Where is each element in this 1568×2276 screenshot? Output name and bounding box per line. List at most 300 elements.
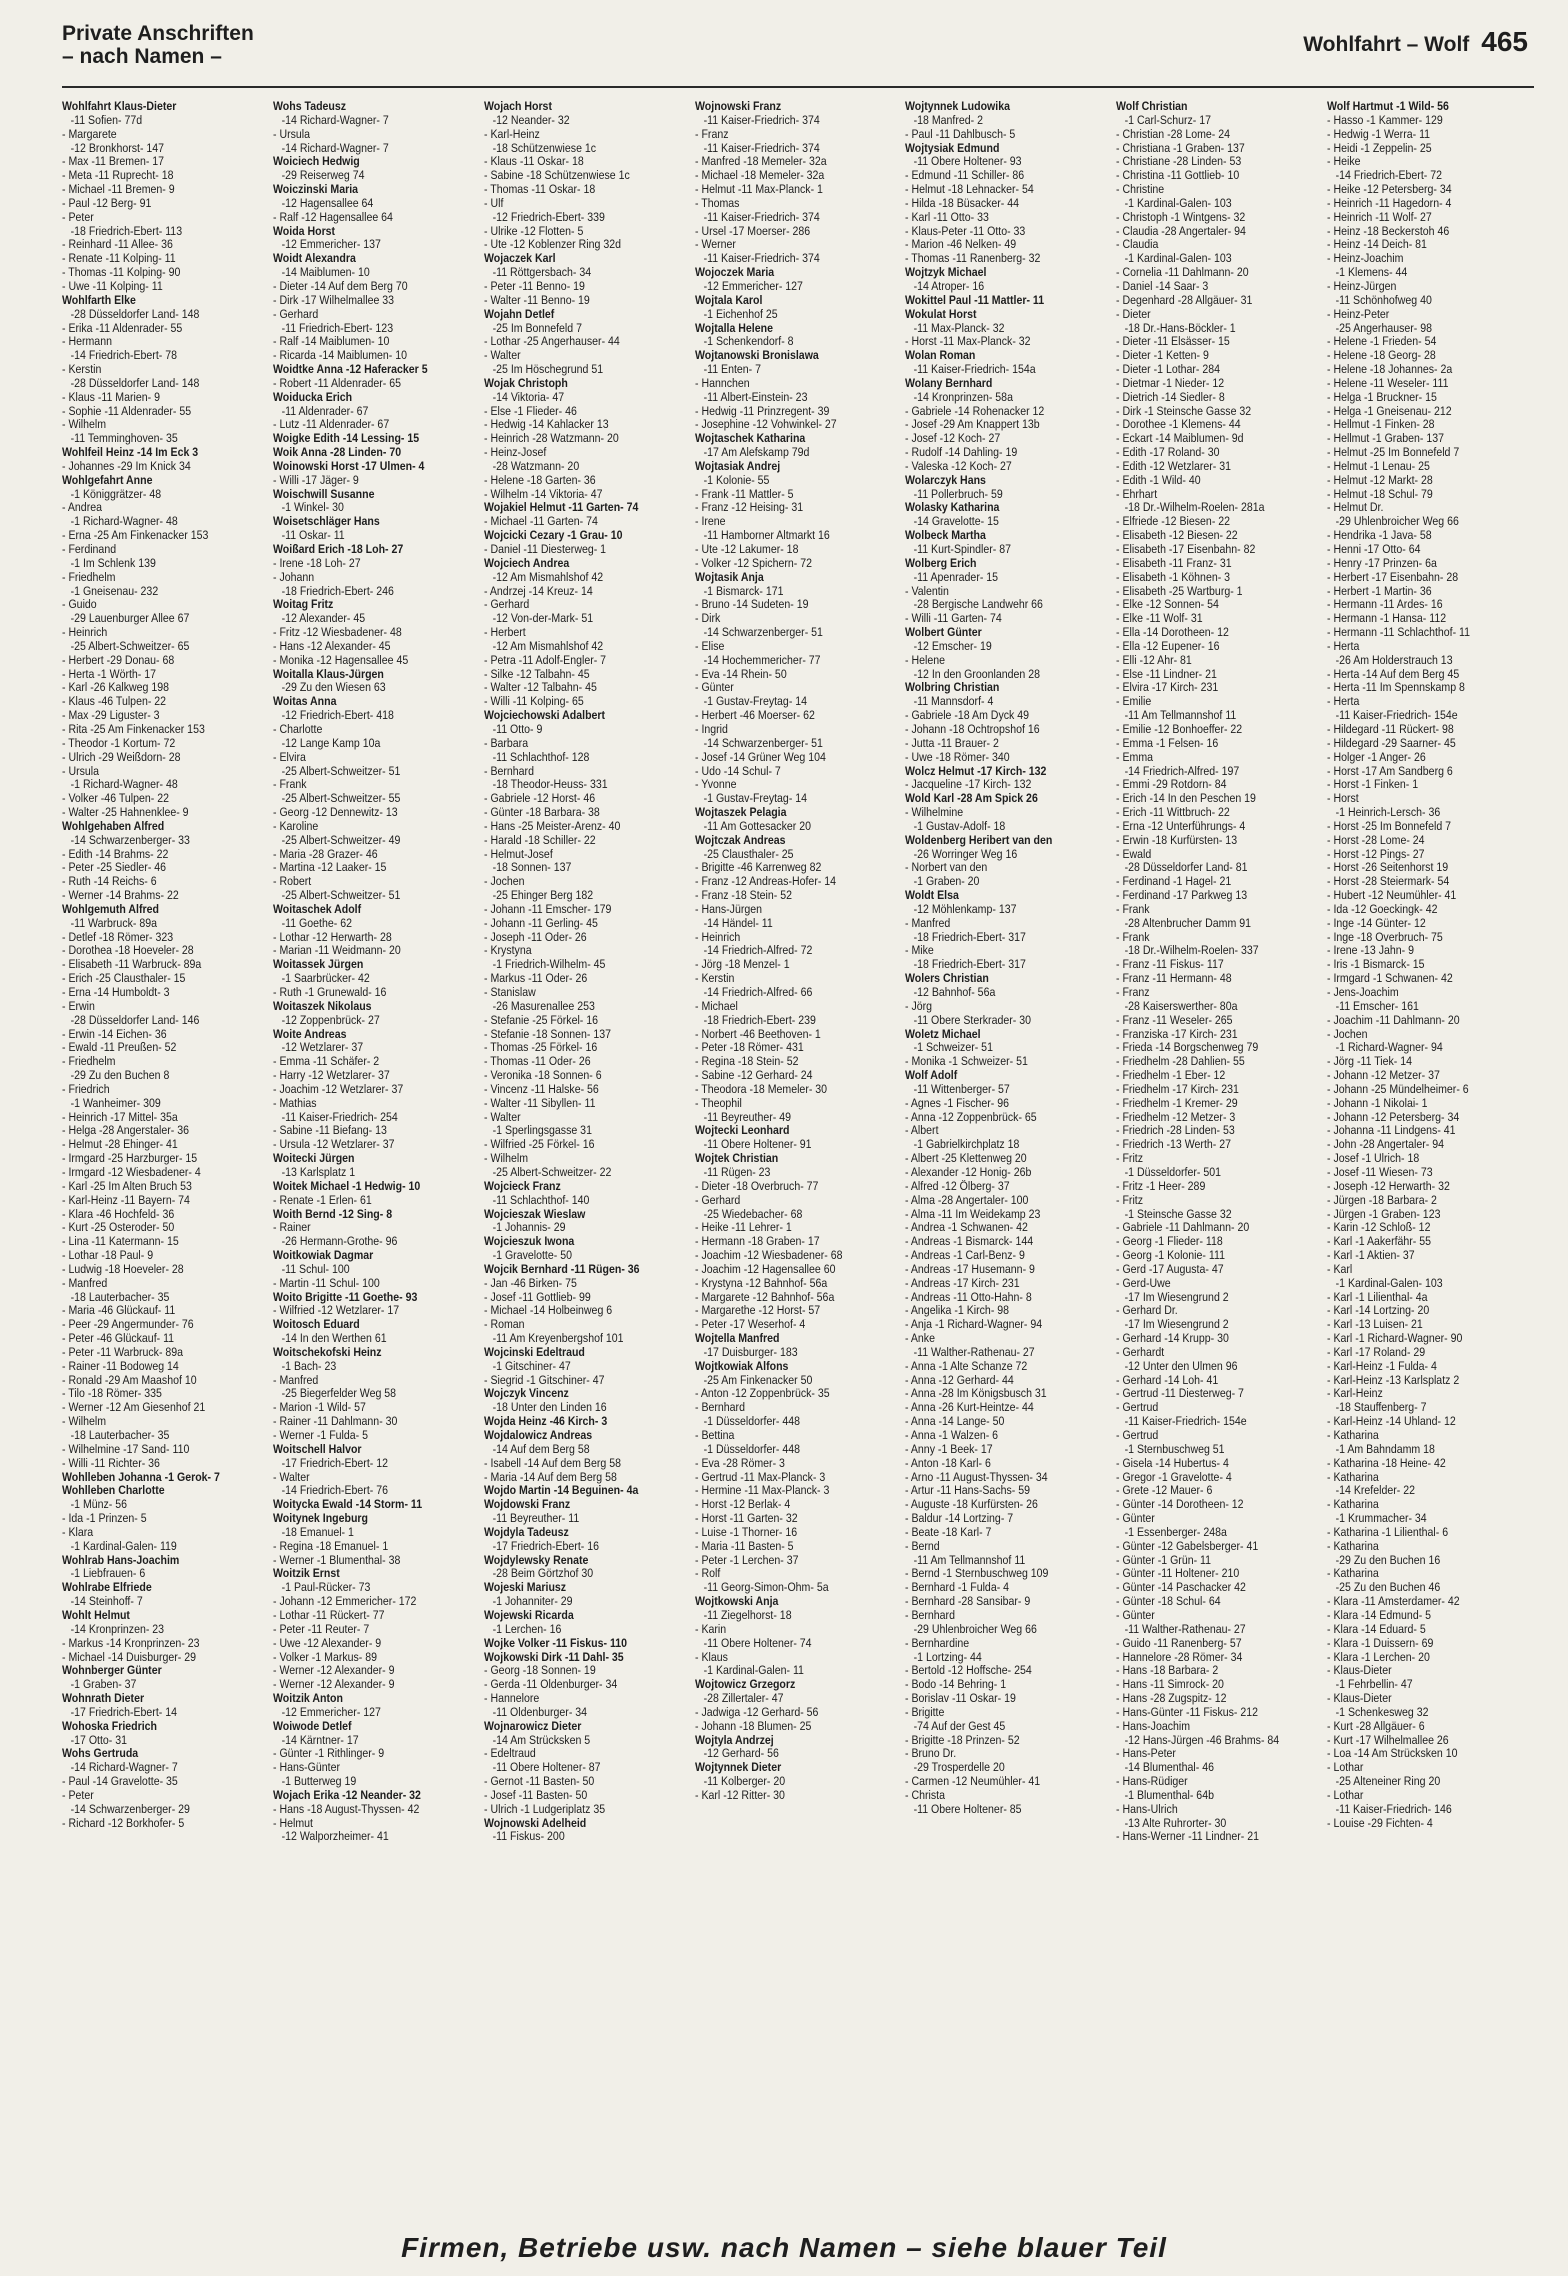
directory-entry: -12 Gerhard- 56 xyxy=(703,1747,779,1761)
directory-entry: - Irene xyxy=(694,515,726,529)
directory-entry: - Günter xyxy=(694,681,734,695)
directory-entry: - Gerhard Dr. xyxy=(1116,1304,1179,1318)
directory-entry: - Paul -12 Berg- 91 xyxy=(62,196,152,210)
directory-entry: -11 Kurt-Spindler- 87 xyxy=(914,543,1012,556)
directory-entry: - Manfred xyxy=(62,1276,108,1290)
directory-entry: -11 Schlachthof- 140 xyxy=(492,1193,590,1207)
directory-entry: -28 Beim Görtzhof 30 xyxy=(492,1567,593,1581)
directory-entry: - Günter -1 Rithlinger- 9 xyxy=(272,1747,384,1761)
directory-entry: - Gerhard xyxy=(694,1193,740,1207)
directory-entry: - Johann xyxy=(272,570,315,584)
directory-entry: - Karl xyxy=(1327,1262,1353,1276)
directory-entry: -11 Apenrader- 15 xyxy=(914,570,999,584)
directory-entry: - Anke xyxy=(905,1332,936,1346)
directory-entry: - Monika -1 Schweizer- 51 xyxy=(905,1055,1029,1069)
directory-entry: - Anton -12 Zoppenbrück- 35 xyxy=(694,1387,830,1401)
directory-entry: - Elisabeth -12 Biesen- 22 xyxy=(1116,529,1238,543)
directory-entry: - Willi -11 Kolping- 65 xyxy=(483,695,584,709)
directory-entry: -1 Gustav-Adolf- 18 xyxy=(914,819,1006,833)
directory-entry: - Valeska -12 Koch- 27 xyxy=(905,459,1013,473)
directory-entry: - Ute -12 Koblenzer Ring 32d xyxy=(483,238,621,252)
directory-entry: -14 In den Werthen 61 xyxy=(281,1332,387,1346)
directory-entry: - Peter xyxy=(62,1788,94,1802)
directory-entry: -18 Friedrich-Ebert- 113 xyxy=(70,224,183,238)
directory-entry: - Regina -18 Emanuel- 1 xyxy=(272,1539,389,1553)
directory-entry: - Manfred -18 Memeler- 32a xyxy=(694,155,827,169)
directory-entry: -12 Lange Kamp 10a xyxy=(281,736,381,750)
directory-entry: - Gerhard -14 Krupp- 30 xyxy=(1116,1332,1230,1346)
directory-entry: -1 Sternbuschweg 51 xyxy=(1124,1442,1225,1456)
directory-entry: - Günter xyxy=(1116,1608,1156,1622)
directory-entry: - Friedhelm -1 Kremer- 29 xyxy=(1116,1096,1238,1110)
directory-entry: - Herta xyxy=(1327,639,1360,653)
directory-entry: - Ingrid xyxy=(694,722,728,736)
directory-entry: - Georg -1 Kolonie- 111 xyxy=(1116,1249,1226,1263)
directory-entry: -1 Eichenhof 25 xyxy=(703,307,778,321)
directory-entry: Wojakiel Helmut -11 Garten- 74 xyxy=(483,501,639,515)
directory-entry: - Peter -11 Warbruck- 89a xyxy=(62,1345,184,1359)
directory-entry: Wohnberger Günter xyxy=(62,1664,162,1678)
directory-entry: - Horst -11 Garten- 32 xyxy=(694,1512,798,1526)
directory-entry: - Jochen xyxy=(483,875,525,889)
directory-entry: -1 Gustav-Freytag- 14 xyxy=(703,792,807,806)
directory-entry: - Hedwig -14 Kahlacker 13 xyxy=(483,418,609,432)
directory-entry: - Theodora -18 Memeler- 30 xyxy=(694,1082,827,1096)
directory-entry: - Elisabeth -25 Wartburg- 1 xyxy=(1116,584,1243,598)
directory-entry: - Friedrich -13 Werth- 27 xyxy=(1116,1138,1232,1152)
directory-entry: -11 Otto- 9 xyxy=(492,722,543,736)
directory-entry: -17 Friedrich-Ebert- 16 xyxy=(492,1539,599,1553)
directory-entry: - Heinz -18 Beckerstoh 46 xyxy=(1327,224,1450,238)
directory-entry: Wojtkowski Anja xyxy=(694,1595,779,1609)
directory-entry: - Hermann -1 Hansa- 112 xyxy=(1327,612,1447,626)
directory-entry: - Bruno -14 Sudeten- 19 xyxy=(694,598,809,612)
directory-entry: Wojach Erika -12 Neander- 32 xyxy=(272,1788,421,1802)
directory-entry: - Sabine -18 Schützenwiese 1c xyxy=(483,169,630,183)
directory-entry: - Hans -25 Meister-Arenz- 40 xyxy=(483,819,621,833)
directory-entry: - Helene -18 Johannes- 2a xyxy=(1327,363,1453,377)
directory-entry: - Hedwig -11 Prinzregent- 39 xyxy=(694,404,829,418)
directory-entry: -18 Friedrich-Ebert- 246 xyxy=(281,584,394,598)
directory-entry: - Andreas -11 Otto-Hahn- 8 xyxy=(905,1290,1033,1304)
directory-entry: -1 Blumenthal- 64b xyxy=(1124,1788,1215,1802)
directory-entry: - Johann -25 Mündelheimer- 6 xyxy=(1327,1082,1469,1096)
directory-entry: - Meta -11 Ruprecht- 18 xyxy=(62,169,174,183)
directory-entry: - Hermann -11 Schlachthof- 11 xyxy=(1327,626,1471,640)
directory-entry: - Martin -11 Schul- 100 xyxy=(272,1276,380,1290)
directory-entry: Woletz Michael xyxy=(905,1027,982,1041)
directory-entry: - Peter -25 Siedler- 46 xyxy=(62,861,167,875)
directory-entry: Woitosch Eduard xyxy=(272,1318,360,1332)
directory-entry: -11 Obere Holtener- 85 xyxy=(914,1802,1023,1816)
directory-entry: - Friedhelm xyxy=(62,570,116,584)
directory-entry: -14 Kronprinzen- 58a xyxy=(914,390,1014,404)
directory-entry: - Gisela -14 Hubertus- 4 xyxy=(1116,1456,1230,1470)
directory-entry: - Norbert -46 Beethoven- 1 xyxy=(694,1027,821,1041)
directory-entry: - Gerhard -14 Loh- 41 xyxy=(1116,1373,1219,1387)
directory-entry: - Detlef -18 Römer- 323 xyxy=(62,930,174,944)
directory-entry: -28 Düsseldorfer Land- 148 xyxy=(70,307,200,321)
directory-entry: - Hans -12 Alexander- 45 xyxy=(272,639,391,653)
directory-entry: Wolberg Erich xyxy=(905,556,977,570)
directory-entry: - Klaus-Peter -11 Otto- 33 xyxy=(905,224,1026,238)
directory-entry: - Franz -11 Fiskus- 117 xyxy=(1116,958,1225,972)
directory-entry: - Stefanie -25 Förkel- 16 xyxy=(483,1013,598,1027)
directory-entry: - Erna -25 Am Finkenacker 153 xyxy=(62,529,209,543)
directory-entry: - Valentin xyxy=(905,584,950,598)
directory-entry: - Franz xyxy=(1116,986,1150,999)
directory-entry: - Maria -14 Auf dem Berg 58 xyxy=(483,1470,617,1484)
directory-entry: Woito Brigitte -11 Goethe- 93 xyxy=(272,1290,418,1304)
directory-entry: - Erwin xyxy=(62,999,95,1013)
directory-entry: -11 Fiskus- 200 xyxy=(492,1830,565,1844)
directory-entry: Wojtczak Andreas xyxy=(694,833,786,847)
directory-entry: -18 Friedrich-Ebert- 317 xyxy=(914,958,1027,972)
directory-entry: - Katharina -18 Heine- 42 xyxy=(1327,1456,1446,1470)
directory-entry: -1 Lortzing- 44 xyxy=(914,1650,983,1664)
directory-entry: -12 Bronkhorst- 147 xyxy=(70,141,165,155)
directory-entry: - Michael -11 Garten- 74 xyxy=(483,515,598,529)
directory-entry: - Dorothee -1 Klemens- 44 xyxy=(1116,418,1241,432)
directory-entry: - Karl-Heinz -11 Bayern- 74 xyxy=(62,1193,190,1207)
directory-entry: - Lothar -18 Paul- 9 xyxy=(62,1249,154,1263)
directory-entry: -12 Neander- 32 xyxy=(492,113,570,127)
directory-entry: - Josef -11 Wiesen- 73 xyxy=(1327,1165,1433,1179)
directory-entry: Wolf Adolf xyxy=(905,1069,958,1083)
directory-entry: - Heinrich -28 Watzmann- 20 xyxy=(483,432,619,446)
directory-entry: Woidtke Anna -12 Haferacker 5 xyxy=(272,363,428,377)
directory-entry: -25 Clausthaler- 25 xyxy=(703,847,794,861)
directory-entry: - Helene xyxy=(905,653,946,667)
directory-entry: - Kurt -25 Osteroder- 50 xyxy=(62,1221,175,1235)
directory-entry: - Peter -11 Benno- 19 xyxy=(483,279,585,293)
directory-entry: -18 Friedrich-Ebert- 239 xyxy=(703,1013,816,1027)
directory-entry: - Ida -12 Goeckingk- 42 xyxy=(1327,902,1438,916)
directory-entry: Wohlleben Johanna -1 Gerok- 7 xyxy=(62,1470,220,1484)
directory-entry: -25 Ehinger Berg 182 xyxy=(492,889,593,903)
directory-entry: -28 Düsseldorfer Land- 81 xyxy=(1124,861,1248,875)
directory-entry: Woischwill Susanne xyxy=(272,487,375,501)
directory-entry: Woida Horst xyxy=(272,224,335,238)
directory-entry: - Josef -11 Gottlieb- 99 xyxy=(483,1290,591,1304)
directory-column xyxy=(1116,100,1321,2190)
directory-entry: -17 Am Alefskamp 79d xyxy=(703,446,809,460)
directory-entry: - Horst -1 Finken- 1 xyxy=(1327,778,1419,792)
directory-entry: -1 Schenkesweg 32 xyxy=(1335,1705,1429,1719)
directory-entry: -13 Karlsplatz 1 xyxy=(281,1165,355,1179)
directory-entry: - Herbert -29 Donau- 68 xyxy=(62,653,175,667)
directory-entry: -1 Düsseldorfer- 448 xyxy=(703,1442,800,1456)
directory-entry: Woldt Elsa xyxy=(905,889,960,903)
footer-note: Firmen, Betriebe usw. nach Namen – siehe blauer Teil xyxy=(401,2232,1167,2263)
directory-entry: Woiciech Hedwig xyxy=(272,155,360,169)
directory-entry: Woitschell Halvor xyxy=(272,1442,362,1456)
directory-entry: Wojtalla Helene xyxy=(694,321,773,335)
directory-entry: - Ulf xyxy=(483,196,504,210)
directory-entry: - Jan -46 Birken- 75 xyxy=(483,1276,577,1290)
directory-entry: - Dieter -1 Ketten- 9 xyxy=(1116,349,1210,363)
directory-entry: Woitassek Jürgen xyxy=(272,958,364,972)
directory-entry: - Henni -17 Otto- 64 xyxy=(1327,543,1421,556)
directory-entry: Wojdylewsky Renate xyxy=(483,1553,589,1567)
directory-entry: - Charlotte xyxy=(272,722,323,736)
directory-entry: - Dirk -17 Wilhelmallee 33 xyxy=(272,293,394,307)
directory-entry: - Joseph -11 Oder- 26 xyxy=(483,930,587,944)
directory-entry: - Klaus-Dieter xyxy=(1327,1692,1392,1706)
directory-entry: - Karl -11 Otto- 33 xyxy=(905,210,990,224)
directory-entry: -11 Obere Holtener- 87 xyxy=(492,1761,601,1775)
directory-entry: Wojcieszak Wieslaw xyxy=(483,1207,586,1221)
directory-entry: - Karin xyxy=(694,1622,726,1636)
directory-entry: - Hans-Werner -11 Lindner- 21 xyxy=(1116,1830,1260,1844)
directory-entry: -14 Kärntner- 17 xyxy=(281,1733,359,1747)
directory-entry: - Thomas -11 Kolping- 90 xyxy=(62,266,181,280)
directory-entry: -12 Am Mismahlshof 42 xyxy=(492,570,603,584)
directory-entry: -18 Schützenwiese 1c xyxy=(492,141,596,155)
directory-entry: - Walter -12 Talbahn- 45 xyxy=(483,681,597,695)
directory-entry: - Johann -1 Nikolai- 1 xyxy=(1327,1096,1428,1110)
directory-entry: Wojach Horst xyxy=(483,100,552,113)
directory-entry: -11 Obere Holtener- 74 xyxy=(703,1636,812,1650)
directory-entry: - Markus -11 Oder- 26 xyxy=(483,972,587,986)
directory-entry: - Renate -1 Erlen- 61 xyxy=(272,1193,372,1207)
directory-entry: - Hermann -11 Ardes- 16 xyxy=(1327,598,1443,612)
directory-entry: - Ursula xyxy=(62,764,100,778)
directory-entry: -28 Kaiserswerther- 80a xyxy=(1124,999,1238,1013)
directory-entry: - Herbert -46 Moerser- 62 xyxy=(694,709,815,723)
directory-entry: Wolasky Katharina xyxy=(905,501,1000,515)
directory-entry: - Emilie xyxy=(1116,695,1152,709)
directory-entry: -11 Enten- 7 xyxy=(703,363,761,377)
directory-entry: -25 Am Finkenacker 50 xyxy=(703,1373,812,1387)
directory-entry: -11 Goethe- 62 xyxy=(281,916,352,930)
directory-entry: - Hans-Joachim xyxy=(1116,1719,1191,1733)
directory-entry: - Peter -46 Glückauf- 11 xyxy=(62,1332,175,1346)
directory-entry: - Dieter -18 Overbruch- 77 xyxy=(694,1179,819,1193)
directory-entry: - Helmut -11 Max-Planck- 1 xyxy=(694,183,823,197)
directory-entry: -1 Gustav-Freytag- 14 xyxy=(703,695,807,709)
directory-entry: - Hans-Rüdiger xyxy=(1116,1775,1189,1789)
directory-entry: - Helene -18 Garten- 36 xyxy=(483,473,596,487)
directory-entry: -14 Friedrich-Ebert- 78 xyxy=(70,349,177,363)
directory-entry: -25 Biegerfelder Weg 58 xyxy=(281,1387,396,1401)
directory-entry: - Fritz -12 Wiesbadener- 48 xyxy=(272,626,402,640)
directory-entry: -25 Albert-Schweitzer- 51 xyxy=(281,764,401,778)
directory-entry: - Klara -1 Duissern- 69 xyxy=(1327,1636,1434,1650)
directory-entry: Wolers Christian xyxy=(905,972,990,986)
directory-entry: - Edith -1 Wild- 40 xyxy=(1116,473,1201,487)
directory-entry: -1 Kardinal-Galen- 103 xyxy=(1124,252,1232,266)
directory-entry: - Karl -12 Ritter- 30 xyxy=(694,1788,785,1802)
directory-entry: -29 Lauenburger Allee 67 xyxy=(70,612,190,626)
directory-entry: - Heinrich -17 Mittel- 35a xyxy=(62,1110,178,1124)
directory-entry: - Wilhelmine xyxy=(905,806,964,820)
directory-entry: - Helmut -12 Markt- 28 xyxy=(1327,473,1433,487)
directory-entry: Wohlfarth Elke xyxy=(62,293,136,307)
directory-entry: - Bernhard -1 Fulda- 4 xyxy=(905,1581,1010,1595)
directory-entry: - Heidi -1 Zeppelin- 25 xyxy=(1327,141,1432,155)
directory-entry: Wohlgehaben Alfred xyxy=(62,819,165,833)
directory-entry: - Erika -11 Aldenrader- 55 xyxy=(62,321,183,335)
directory-entry: -1 Am Bahndamm 18 xyxy=(1335,1442,1436,1456)
directory-entry: -13 Alte Ruhrorter- 30 xyxy=(1124,1816,1227,1830)
directory-entry: - Reinhard -11 Allee- 36 xyxy=(62,238,173,252)
directory-entry: - Jochen xyxy=(1327,1027,1368,1041)
directory-entry: Wojeski Mariusz xyxy=(483,1581,566,1595)
directory-entry: Wohs Tadeusz xyxy=(272,100,346,113)
directory-entry: Woldenberg Heribert van den xyxy=(905,833,1053,847)
directory-entry: - Gabriele -12 Horst- 46 xyxy=(483,792,595,806)
directory-entry: Wojtasiak Andrej xyxy=(694,459,780,473)
directory-entry: - Karl -1 Lilienthal- 4a xyxy=(1327,1290,1428,1304)
directory-entry: - Josef -12 Koch- 27 xyxy=(905,432,1001,446)
directory-entry: -1 Kardinal-Galen- 103 xyxy=(1124,196,1232,210)
directory-entry: -12 Walporzheimer- 41 xyxy=(281,1830,389,1844)
directory-entry: - Joachim -12 Hagensallee 60 xyxy=(694,1262,836,1276)
directory-entry: - Elise xyxy=(694,639,724,653)
directory-entry: -25 Angerhauser- 98 xyxy=(1335,321,1433,335)
directory-entry: -11 Kaiser-Friedrich- 374 xyxy=(703,210,820,224)
section-title xyxy=(62,22,254,68)
directory-entry: Woitzik Ernst xyxy=(272,1567,340,1581)
directory-entry: -25 Albert-Schweitzer- 49 xyxy=(281,833,401,847)
directory-entry: - Wilhelm xyxy=(483,1152,528,1166)
directory-entry: - Udo -14 Schul- 7 xyxy=(694,764,781,778)
directory-entry: - Roman xyxy=(483,1318,525,1332)
directory-entry: - Rudolf -14 Dahling- 19 xyxy=(905,446,1018,460)
directory-entry: - Helmut -1 Lenau- 25 xyxy=(1327,459,1431,473)
directory-entry: -14 Schwarzenberger- 29 xyxy=(70,1802,190,1816)
directory-entry: -26 Hermann-Grothe- 96 xyxy=(281,1235,398,1249)
directory-entry: Wolbert Günter xyxy=(905,626,983,640)
directory-entry: -11 Oldenburger- 34 xyxy=(492,1705,587,1719)
directory-entry: - Guido xyxy=(62,598,97,612)
directory-entry: -12 Hagensallee 64 xyxy=(281,196,374,210)
directory-entry: - Andreas -17 Husemann- 9 xyxy=(905,1262,1036,1276)
directory-entry: - Georg -18 Sonnen- 19 xyxy=(483,1664,596,1678)
directory-entry: Wojtynnek Dieter xyxy=(694,1761,781,1775)
directory-entry: - Klaus xyxy=(694,1650,728,1664)
directory-entry: - Helmut Dr. xyxy=(1327,501,1384,515)
directory-entry: - Hermann -18 Graben- 17 xyxy=(694,1235,820,1249)
directory-entry: - Baldur -14 Lortzing- 7 xyxy=(905,1512,1014,1526)
directory-entry: Wojtaszek Pelagia xyxy=(694,806,787,820)
directory-entry: - Joachim -11 Dahlmann- 20 xyxy=(1327,1013,1460,1027)
directory-entry: -12 Zoppenbrück- 27 xyxy=(281,1013,380,1027)
directory-entry: Wojcik Bernhard -11 Rügen- 36 xyxy=(483,1262,640,1276)
directory-entry: - Walter -11 Sibyllen- 11 xyxy=(483,1096,596,1110)
directory-entry: - John -28 Angertaler- 94 xyxy=(1327,1138,1445,1152)
directory-entry: - Horst -28 Steiermark- 54 xyxy=(1327,875,1450,889)
directory-entry: - Edith -14 Brahms- 22 xyxy=(62,847,169,861)
directory-entry: - Josef -11 Basten- 50 xyxy=(483,1788,587,1802)
directory-entry: - Tilo -18 Römer- 335 xyxy=(62,1387,162,1401)
directory-entry: -1 Düsseldorfer- 448 xyxy=(703,1415,800,1429)
directory-entry: - Gabriele -14 Rohenacker 12 xyxy=(905,404,1045,418)
directory-entry: -11 Beyreuther- 11 xyxy=(492,1512,579,1526)
directory-entry: - Emma -11 Schäfer- 2 xyxy=(272,1055,380,1069)
directory-entry: - Bruno Dr. xyxy=(905,1747,957,1761)
directory-entry: Woinowski Horst -17 Ulmen- 4 xyxy=(272,459,425,473)
directory-entry: -14 Maiblumen- 10 xyxy=(281,266,370,280)
directory-entry: Wojnarowicz Dieter xyxy=(483,1719,582,1733)
directory-entry: -14 Richard-Wagner- 7 xyxy=(281,141,389,155)
directory-entry: - Peter -11 Reuter- 7 xyxy=(272,1622,370,1636)
directory-entry: - Hans -11 Simrock- 20 xyxy=(1116,1678,1225,1692)
section-title-line1: Private Anschriften xyxy=(62,22,254,45)
directory-entry: - Inge -14 Günter- 12 xyxy=(1327,916,1426,930)
directory-entry: Woith Bernd -12 Sing- 8 xyxy=(272,1207,392,1221)
directory-entry: - Klara xyxy=(62,1525,94,1539)
directory-entry: Woitycka Ewald -14 Storm- 11 xyxy=(272,1498,422,1512)
directory-entry: - Sophie -11 Aldenrader- 55 xyxy=(62,404,192,418)
directory-entry: - Johann -18 Ochtropshof 16 xyxy=(905,722,1041,736)
directory-entry: - Dieter xyxy=(1116,307,1151,321)
directory-entry: - Eckart -14 Maiblumen- 9d xyxy=(1116,432,1244,446)
directory-entry: - Katharina -1 Lilienthal- 6 xyxy=(1327,1525,1449,1539)
directory-entry: -18 Dr.-Hans-Böckler- 1 xyxy=(1124,321,1236,335)
directory-entry: -11 Emscher- 161 xyxy=(1335,999,1420,1013)
directory-entry: - Dirk -1 Steinsche Gasse 32 xyxy=(1116,404,1252,418)
directory-entry: -1 Butterweg 19 xyxy=(281,1775,357,1789)
directory-entry: - Friedrich xyxy=(62,1082,110,1096)
directory-entry: - Ursel -17 Moerser- 286 xyxy=(694,224,810,238)
directory-entry: -18 Stauffenberg- 7 xyxy=(1335,1401,1427,1415)
directory-entry: - Karl -13 Luisen- 21 xyxy=(1327,1318,1423,1332)
directory-entry: - Anna -12 Zoppenbrück- 65 xyxy=(905,1110,1038,1124)
directory-entry: - Irmgard -25 Harzburger- 15 xyxy=(62,1152,198,1166)
directory-entry: - Jörg -18 Menzel- 1 xyxy=(694,958,790,972)
directory-entry: - Rainer -11 Bodoweg 14 xyxy=(62,1359,179,1373)
directory-entry: -11 Obere Sterkrader- 30 xyxy=(914,1013,1032,1027)
directory-column xyxy=(1327,100,1532,2190)
directory-entry: - Albert -25 Klettenweg 20 xyxy=(905,1152,1028,1166)
directory-entry: - Bernhard xyxy=(694,1401,745,1415)
directory-entry: Woiczinski Maria xyxy=(272,183,358,197)
directory-entry: - Peter -18 Römer- 431 xyxy=(694,1041,804,1055)
directory-entry: Woite Andreas xyxy=(272,1027,347,1041)
directory-entry: - Willi -11 Richter- 36 xyxy=(62,1456,160,1470)
directory-entry: - Petra -11 Adolf-Engler- 7 xyxy=(483,653,606,667)
directory-entry: - Frank -11 Mattler- 5 xyxy=(694,487,794,501)
directory-entry: - Regina -18 Stein- 52 xyxy=(694,1055,799,1069)
directory-entry: - Louise -29 Fichten- 4 xyxy=(1327,1816,1433,1830)
directory-entry: - Maria -46 Glückauf- 11 xyxy=(62,1304,176,1318)
directory-entry: -11 Röttgersbach- 34 xyxy=(492,266,591,280)
directory-entry: - Alexander -12 Honig- 26b xyxy=(905,1165,1032,1179)
directory-entry: - Katharina xyxy=(1327,1539,1379,1553)
directory-entry: - Herbert -17 Eisenbahn- 28 xyxy=(1327,570,1459,584)
directory-entry: Wojahn Detlef xyxy=(483,307,555,321)
directory-entry: -11 Warbruck- 89a xyxy=(70,916,158,930)
directory-entry: - Johann -12 Petersberg- 34 xyxy=(1327,1110,1460,1124)
directory-entry: - Karl-Heinz xyxy=(483,127,540,141)
directory-entry: Woik Anna -28 Linden- 70 xyxy=(272,446,401,460)
directory-entry: - Silke -12 Talbahn- 45 xyxy=(483,667,590,681)
directory-entry: -12 Von-der-Mark- 51 xyxy=(492,612,593,626)
directory-entry: - Günter -11 Holtener- 210 xyxy=(1116,1567,1240,1581)
directory-entry: - Peter -17 Weserhof- 4 xyxy=(694,1318,805,1332)
directory-entry: - Bodo -14 Behring- 1 xyxy=(905,1678,1007,1692)
directory-entry: - Horst -17 Am Sandberg 6 xyxy=(1327,764,1453,778)
directory-entry: - Krystyna xyxy=(483,944,532,958)
running-head xyxy=(1303,26,1528,58)
directory-entry: -14 Gravelotte- 15 xyxy=(914,515,1000,529)
directory-entry: - Elke -12 Sonnen- 54 xyxy=(1116,598,1220,612)
directory-entry: -25 Im Höschegrund 51 xyxy=(492,363,603,377)
directory-entry: - Heinz-Josef xyxy=(483,446,547,460)
directory-entry: Wohlt Helmut xyxy=(62,1608,130,1622)
